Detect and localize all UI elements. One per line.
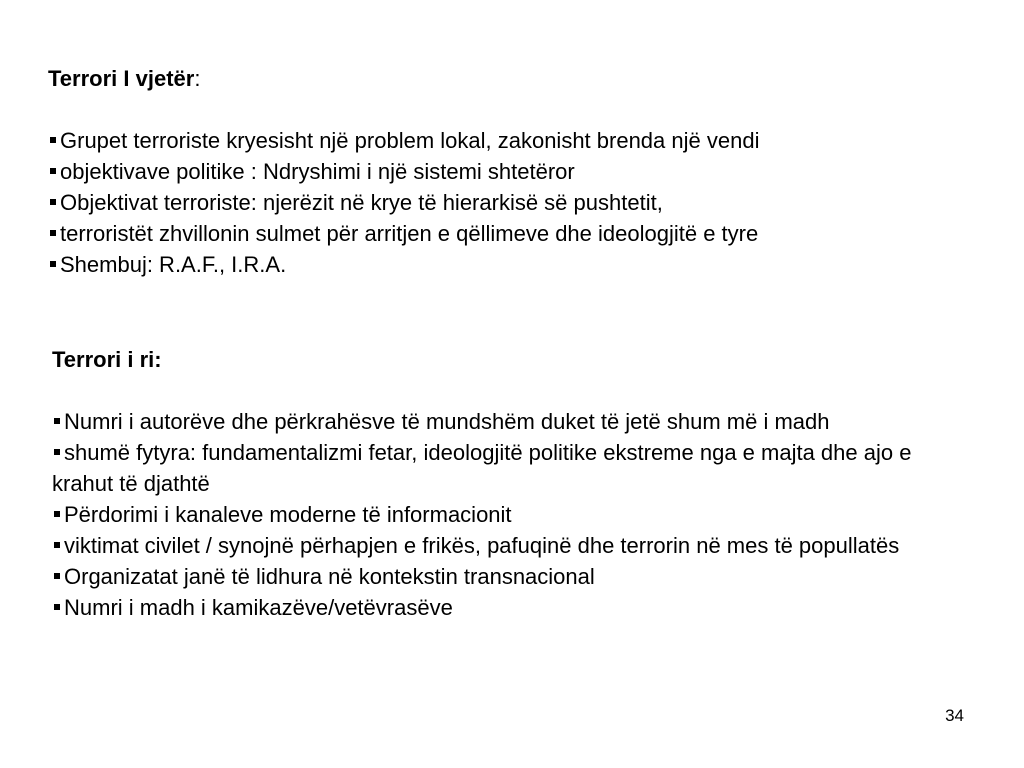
new-terror-section — [52, 344, 922, 623]
old-terror-title: Terrori I vjetër — [48, 66, 195, 91]
list-item: Numri i autorëve dhe përkrahësve të mundshëm duket të jetë shum më i madh — [52, 406, 922, 437]
list-item: Shembuj: R.A.F., I.R.A. — [48, 249, 948, 280]
old-terror-bullet-list — [48, 125, 948, 280]
list-item: shumë fytyra: fundamentalizmi fetar, ideologjitë politike ekstreme nga e majta dhe ajo e krahut të djathtë — [52, 440, 912, 496]
list-item: terroristët zhvillonin sulmet për arritjen e qëllimeve dhe ideologjitë e tyre — [48, 218, 948, 249]
square-bullet-icon — [54, 418, 60, 424]
new-terror-title: Terrori i ri: — [52, 347, 162, 372]
square-bullet-icon — [54, 449, 60, 455]
list-item: Organizatat janë të lidhura në kontekstin transnacional — [52, 561, 922, 592]
square-bullet-icon — [50, 230, 56, 236]
list-item: viktimat civilet / synojnë përhapjen e frikës, pafuqinë dhe terrorin në mes të popullatës — [52, 530, 922, 561]
square-bullet-icon — [54, 573, 60, 579]
square-bullet-icon — [54, 542, 60, 548]
square-bullet-icon — [54, 604, 60, 610]
square-bullet-icon — [54, 511, 60, 517]
old-terror-title-colon: : — [194, 66, 201, 91]
list-item: Numri i madh i kamikazëve/vetëvrasëve — [52, 592, 922, 623]
new-terror-heading — [52, 344, 922, 375]
page-number: 34 — [945, 706, 964, 725]
old-terror-heading — [48, 63, 948, 94]
list-item: Përdorimi i kanaleve moderne të informacionit — [52, 499, 922, 530]
square-bullet-icon — [50, 168, 56, 174]
list-item: objektivave politike : Ndryshimi i një sistemi shtetëror — [48, 156, 948, 187]
list-item: Objektivat terroriste: njerëzit në krye të hierarkisë së pushtetit, — [48, 187, 948, 218]
square-bullet-icon — [50, 199, 56, 205]
list-item: Grupet terroriste kryesisht një problem lokal, zakonisht brenda një vendi — [48, 125, 948, 156]
old-terror-section — [48, 63, 948, 280]
square-bullet-icon — [50, 261, 56, 267]
square-bullet-icon — [50, 137, 56, 143]
new-terror-bullet-list — [52, 406, 922, 623]
